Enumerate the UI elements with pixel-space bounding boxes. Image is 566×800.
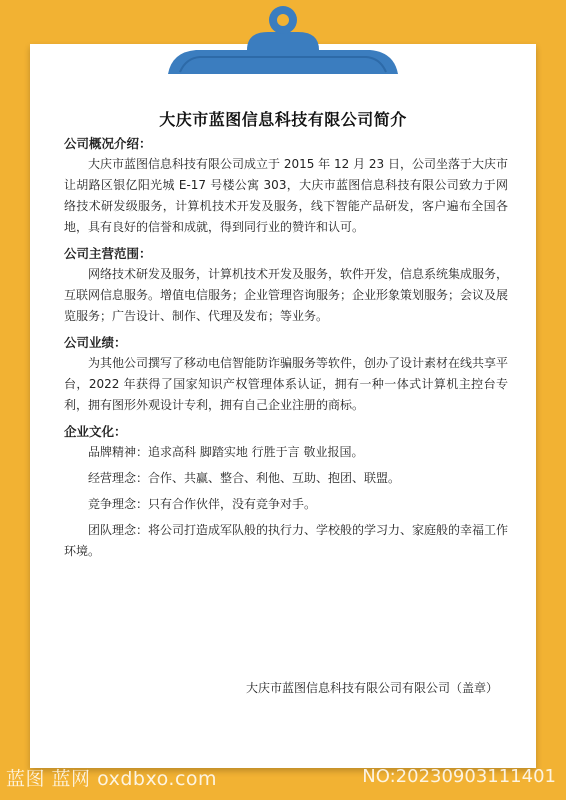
watermark-right: NO:20230903111401 (362, 766, 556, 787)
overview-text: 大庆市蓝图信息科技有限公司成立于 2015 年 12 月 23 日，公司坐落于大庆市让胡路区银亿阳光城 E-17 号楼公寓 303，大庆市蓝图信息科技有限公司致力于网络技术研发级服务，计算机技术开发及服务，线下智能产品研发，客户遍布全国各地，具有良好的信誉和成就，得到同行业的赞许和认可。 (64, 157, 508, 234)
overview-heading: 公司概况介绍： (64, 136, 152, 151)
achievements-text: 为其他公司撰写了移动电信智能防诈骗服务等软件，创办了设计素材在线共享平台，2022 年获得了国家知识产权管理体系认证，拥有一种一体式计算机主控台专利，拥有图形外观设计专利，拥有自己企业注册的商标。 (64, 356, 509, 412)
business-text: 网络技术研发及服务，计算机技术开发及服务，软件开发，信息系统集成服务，互联网信息服务。增值电信服务；企业管理咨询服务；企业形象策划服务；会议及展览服务；广告设计、制作、代理及发布；等业务。 (64, 267, 509, 323)
clipboard-clip-icon (0, 0, 566, 80)
culture-heading: 企业文化： (64, 424, 127, 439)
page-title: 大庆市蓝图信息科技有限公司简介 (159, 110, 407, 129)
company-signature: 大庆市蓝图信息科技有限公司有限公司（盖章） (245, 681, 498, 695)
business-heading: 公司主营范围： (64, 246, 152, 261)
culture-team-philosophy: 团队理念：将公司打造成军队般的执行力、学校般的学习力、家庭般的幸福工作环境。 (64, 523, 509, 558)
achievements-heading: 公司业绩： (64, 335, 127, 350)
document-body (64, 133, 508, 562)
culture-brand-spirit: 品牌精神：追求高科 脚踏实地 行胜于言 敬业报国。 (88, 445, 364, 459)
watermark-left: 蓝图 蓝网 oxdbxo.com (6, 768, 218, 790)
culture-competition-philosophy: 竞争理念：只有合作伙伴，没有竞争对手。 (88, 497, 317, 511)
culture-business-philosophy: 经营理念：合作、共赢、整合、利他、互助、抱团、联盟。 (88, 471, 401, 485)
